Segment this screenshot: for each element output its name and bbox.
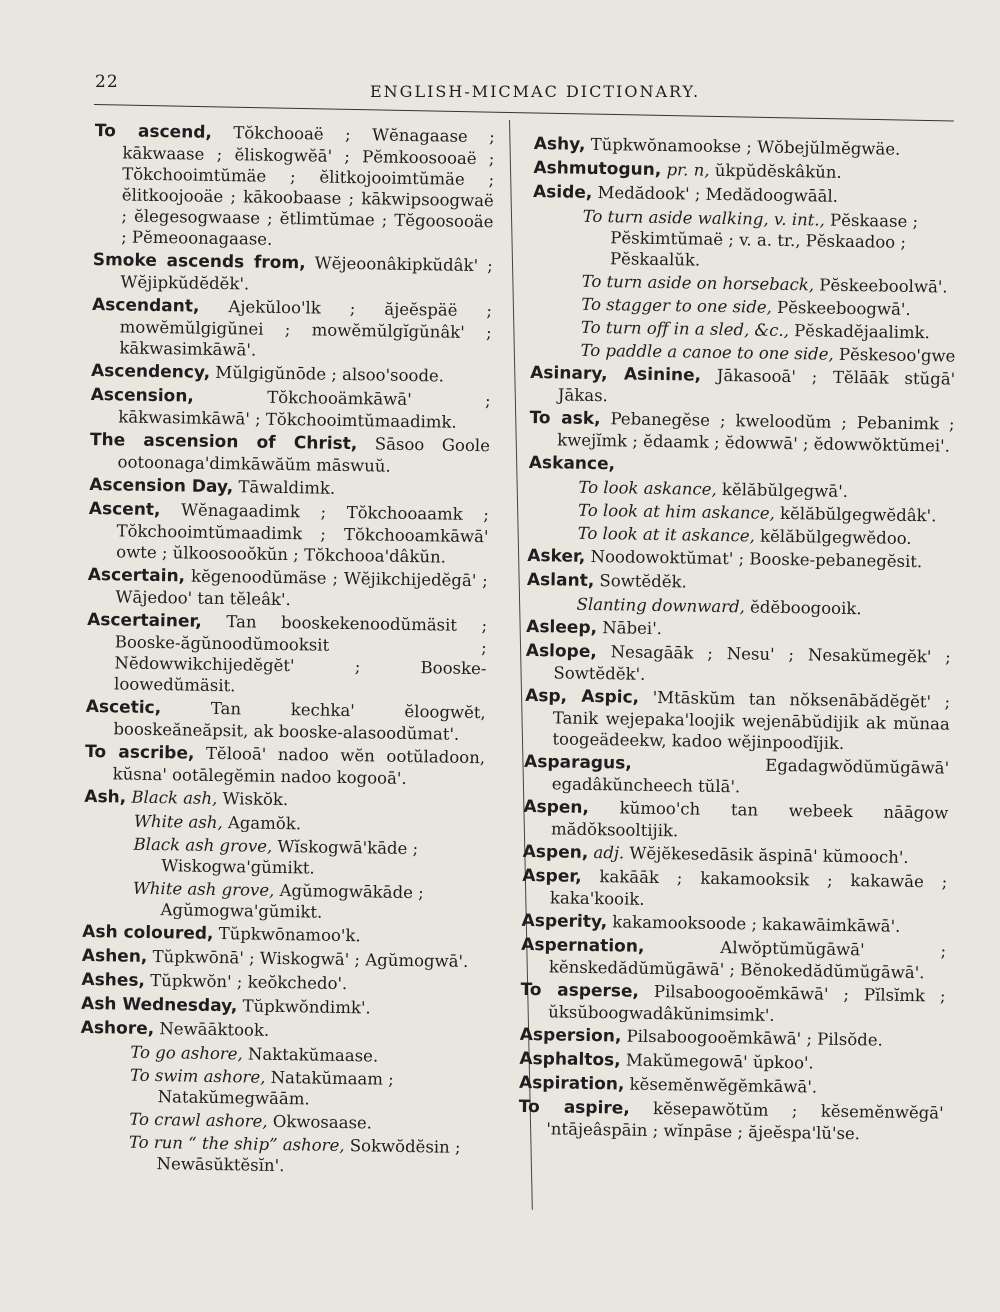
headword: Asphaltos, xyxy=(519,1048,621,1071)
phrase: To turn off in a sled, &c., xyxy=(580,317,790,341)
headword: Aspernation, xyxy=(521,934,645,957)
phrase-translation: Agamŏk. xyxy=(222,813,302,834)
headword: Smoke ascends from, xyxy=(92,249,306,274)
sub-entry xyxy=(82,877,483,925)
dictionary-entry xyxy=(520,979,946,1029)
definition-text: Tan booskekenoodŭmäsit ; Booske-ăgŭnoodŭmooksit ; Nĕdowwikchijedĕgĕt' ; Booske-loowedŭmäsit. xyxy=(113,611,488,696)
phrase: To look at him askance, xyxy=(577,500,776,523)
phrase-translation: ĕdĕboogooik. xyxy=(744,597,862,619)
phrase-translation: kĕlăbŭlgegwĕdâk'. xyxy=(774,503,937,526)
phrase: adj. xyxy=(593,843,625,863)
headword: Asper, xyxy=(522,865,582,887)
definition-text: Tan kechka' ĕloogwĕt, booskeăneăpsit, ak booske-alasoodŭmat'. xyxy=(113,698,486,744)
phrase: To look at it askance, xyxy=(577,523,756,546)
phrase-translation: Naktakŭmaase. xyxy=(242,1044,379,1066)
definition-text: Ajekŭloo'lk ; ăjeĕspäë ; mowĕmŭlgigŭnei ; mowĕmŭlgĭgŭnâk' ; kākwasimkāwā'. xyxy=(119,296,493,360)
headword: To ascribe, xyxy=(84,741,195,764)
headword: Ash Wednesday, xyxy=(80,993,238,1017)
definition-text: kĕsepawŏtŭm ; kĕsemĕnwĕgā' 'ntājeâspāin ; wĭnpāse ; ăjeĕspa'lŭ'se. xyxy=(546,1098,944,1144)
definition-text: Mŭlgigŭnōde ; alsoo'soode. xyxy=(209,362,445,386)
headword: Ashy, xyxy=(533,133,586,155)
phrase-translation: Pĕskeeboolwā'. xyxy=(813,275,948,297)
phrase-translation: Pĕskesoo'gwe xyxy=(833,344,956,366)
phrase: pr. n, xyxy=(666,160,710,180)
dictionary-entry xyxy=(85,696,486,745)
dictionary-entry xyxy=(85,741,486,790)
phrase-translation: Pĕskaase ; Pĕskimtŭmaë ; v. a. tr., Pĕskaadoo ; Pĕskaalŭk. xyxy=(609,210,919,270)
definition-text: Noodowoktŭmat' ; Booske-pebanegĕsit. xyxy=(585,546,923,572)
dictionary-entry xyxy=(89,429,490,478)
definition-text: Tŭpkwōnamoo'k. xyxy=(213,923,361,946)
definition-text: Tŭpkwōnā' ; Wiskogwā' ; Agŭmogwā'. xyxy=(147,946,469,971)
dictionary-entry xyxy=(530,362,956,412)
phrase-translation: kĕlăbŭlgegwā'. xyxy=(716,479,849,501)
headword: Asinary, Asinine, xyxy=(530,362,702,386)
headword: Aside, xyxy=(532,181,593,203)
headword: Asparagus, xyxy=(523,751,632,774)
dictionary-entry xyxy=(92,249,493,298)
dictionary-entry xyxy=(523,796,949,846)
header-rule xyxy=(94,104,954,122)
definition-text: Medădook' ; Medădoogwāāl. xyxy=(592,182,839,206)
headword: Asker, xyxy=(527,545,586,567)
definition-text: Jākasooā' ; Tĕlāāk stŭgā' Jākas. xyxy=(557,365,956,406)
definition-text: Pebanegĕse ; kweloodŭm ; Pebanimk ; kwejĭmk ; ĕdaamk ; ĕdowwā' ; ĕdowwŏktŭmei'. xyxy=(557,409,955,456)
phrase-translation: Pĕskeeboogwā'. xyxy=(771,297,911,319)
headword: Aspiration, xyxy=(518,1072,625,1095)
headword: Ascension Day, xyxy=(89,474,234,498)
dictionary-entry xyxy=(525,640,951,690)
phrase-translation: Sokwŏdĕsin ; Newāsŭktĕsĭn'. xyxy=(156,1136,461,1176)
headword: Ashmutogun, xyxy=(533,157,662,181)
headword: Ascendency, xyxy=(90,360,211,383)
headword: Asleep, xyxy=(526,616,598,639)
definition-text: Egadagwŏdŭmŭgāwā' egadâkŭncheech tŭlā'. xyxy=(551,753,950,797)
headword: Aslope, xyxy=(525,640,597,663)
phrase-translation: ŭkpŭdĕskâkŭn. xyxy=(709,160,842,182)
phrase-translation: Pĕskadĕjaalimk. xyxy=(788,321,931,343)
phrase: To turn aside walking, v. int., xyxy=(582,206,825,230)
dictionary-entry xyxy=(524,751,950,801)
definition-text: Sowtĕdĕk. xyxy=(594,571,687,592)
headword: Askance, xyxy=(528,452,616,475)
dictionary-entry xyxy=(88,498,489,568)
phrase: To stagger to one side, xyxy=(581,294,773,317)
dictionary-entry xyxy=(86,609,487,700)
headword: To asperse, xyxy=(520,979,640,1002)
definition-text: kĕsemĕnwĕgĕmkāwā'. xyxy=(624,1074,818,1097)
definition-text: Pilsaboogooĕmkāwā' ; Pĭlsĭmk ; ŭksŭboogwadâkŭnimsimk'. xyxy=(548,981,946,1025)
definition-text: Tŭpkwŏnamookse ; Wŏbejŭlmĕgwäe. xyxy=(585,134,901,159)
phrase: To crawl ashore, xyxy=(129,1109,268,1131)
headword: To aspire, xyxy=(518,1096,630,1119)
definition-text: Wĕnagaadimk ; Tŏkchooaamk ; Tŏkchooimtŭmaadimk ; Tŏkchooamkāwā' owte ; ŭlkoosooŏkŭn ; Tŏkchooa'dâkŭn. xyxy=(116,500,489,567)
dictionary-entry xyxy=(93,120,495,253)
definition-text: Tŏkchooaë ; Wĕnagaase ; kākwaase ; ĕliskogwĕā' ; Pĕmkoosooaë ; Tŏkchooimtŭmäe ; ĕlitkojooimtŭmäe ; ĕlitkoojooäe ; kākoobaase ; kākwipsoogwaë ; ĕlegesogwaase ; ĕtlimtŭmae ; Tĕgoosooäe ; Pĕmeoonagaase. xyxy=(121,122,495,249)
definition-text: Wĕjeoonâkipkŭdâk' ; Wĕjipkŭdĕdĕk'. xyxy=(120,253,493,294)
definition-text: Makŭmegowā' ŭpkoo'. xyxy=(620,1050,814,1073)
headword: Aslant, xyxy=(526,569,595,592)
phrase: White ash, xyxy=(133,811,223,833)
headword: Ash coloured, xyxy=(82,921,214,944)
dictionary-entry xyxy=(91,294,492,364)
dictionary-entry xyxy=(529,407,955,457)
headword: Ashes, xyxy=(81,969,146,991)
phrase-translation: Okwosaase. xyxy=(267,1111,373,1133)
definition-text: 'Mtāskŭm tan nŏksenābădĕgĕt' ; Tanik wejepaka'loojik wejenābŭdijik ak mŭnaa toogeädeekw, kadoo wĕjinpoodĭjik. xyxy=(552,687,951,753)
headword: Ascendant, xyxy=(91,294,200,317)
definition-text: kŭmoo'ch tan webeek nāāgow mădŏksooltijik. xyxy=(550,797,949,841)
headword: Asp, Aspic, xyxy=(524,685,640,708)
headword: Ascertain, xyxy=(87,564,186,587)
phrase: To turn aside on horseback, xyxy=(581,271,815,295)
definition-text: Tŭpkwŏn' ; keŏkchedo'. xyxy=(144,970,348,994)
page-number: 22 xyxy=(95,72,119,92)
phrase-translation: Wĭskogwā'kāde ; Wiskogwa'gŭmikt. xyxy=(161,836,419,878)
headword: Aspersion, xyxy=(519,1024,622,1047)
phrase-translation: kĕlăbŭlgegwĕdoo. xyxy=(754,526,912,548)
headword: Ash, xyxy=(84,786,127,808)
definition-text: kĕgenoodŭmäse ; Wĕjikchijedĕgā' ; Wājedoo' tan tĕleâk'. xyxy=(115,566,488,610)
definition-text: Sāsoo Goole ootoonaga'dimkāwăŭm māswuŭ. xyxy=(117,434,491,476)
phrase-translation: Natakŭmaam ; Natakŭmegwāām. xyxy=(157,1067,394,1109)
phrase-translation: Wiskŏk. xyxy=(217,789,289,810)
left-column xyxy=(78,120,495,1181)
phrase: To run “ the ship” ashore, xyxy=(128,1132,345,1156)
dictionary-entry xyxy=(90,384,491,433)
definition-text: Alwŏptŭmŭgāwā' ; kĕnskedădŭmŭgāwā' ; Bĕnokedădŭmŭgāwā'. xyxy=(548,936,947,983)
headword: Aspen, xyxy=(522,841,589,863)
dictionary-entry xyxy=(87,564,488,613)
phrase: White ash grove, xyxy=(132,878,275,900)
definition-text: Nābei'. xyxy=(596,618,663,639)
headword: Ashen, xyxy=(81,945,148,967)
headword: Ascent, xyxy=(88,498,161,521)
definition-text: Nesagāāk ; Nesu' ; Nesakŭmegĕk' ; Sowtĕdĕk'. xyxy=(553,642,951,684)
phrase: To go ashore, xyxy=(130,1042,243,1064)
phrase-translation: Agŭmogwākāde ; Agŭmogwa'gŭmikt. xyxy=(160,880,424,922)
headword: The ascension of Christ, xyxy=(89,429,358,455)
phrase: To paddle a canoe to one side, xyxy=(580,340,834,364)
definition-text: Newāāktook. xyxy=(154,1019,270,1040)
phrase: To look askance, xyxy=(578,477,717,499)
headword: Ascertainer, xyxy=(86,609,202,632)
running-title: ENGLISH-MICMAC DICTIONARY. xyxy=(370,82,701,101)
sub-entry xyxy=(83,833,484,881)
headword: Ascension, xyxy=(90,384,194,407)
headword: Aspen, xyxy=(523,796,590,818)
phrase: To swim ashore, xyxy=(129,1065,266,1087)
definition-text: Tāwaldimk. xyxy=(233,477,336,498)
definition-text: kakāāk ; kakamooksik ; kakawāe ; kaka'kooik. xyxy=(549,866,948,909)
headword: Ascetic, xyxy=(85,696,162,719)
headword: Ashore, xyxy=(80,1017,155,1040)
definition-text: Tŭpkwŏndimk'. xyxy=(237,996,371,1018)
phrase: Black ash, xyxy=(131,787,218,809)
headword: Asperity, xyxy=(521,910,608,933)
phrase: Slanting downward, xyxy=(576,594,746,617)
phrase-translation: Wĕjĕkesedāsik ăspinā' kŭmooch'. xyxy=(624,843,909,867)
sub-entry xyxy=(78,1131,479,1179)
definition-text: kakamooksoode ; kakawāimkāwā'. xyxy=(607,912,901,936)
sub-entry xyxy=(80,1064,481,1112)
dictionary-entry xyxy=(522,865,948,915)
dictionary-entry xyxy=(518,1096,944,1146)
dictionary-entry xyxy=(521,934,947,984)
dictionary-entry xyxy=(524,685,950,756)
definition-text: Tŏkchooämkāwā' ; kākwasimkāwā' ; Tŏkchooimtŭmaadimk. xyxy=(118,386,491,432)
right-column xyxy=(518,133,959,1148)
sub-entry xyxy=(532,205,958,275)
phrase: Black ash grove, xyxy=(133,834,273,856)
definition-text: Pilsaboogooĕmkāwā' ; Pilsŏde. xyxy=(621,1026,883,1050)
headword: To ascend, xyxy=(94,120,213,143)
headword: To ask, xyxy=(529,407,601,430)
definition-text: Tĕlooā' nadoo wĕn ootŭladoon, kŭsna' ootālegĕmin nadoo kogooā'. xyxy=(112,743,486,788)
